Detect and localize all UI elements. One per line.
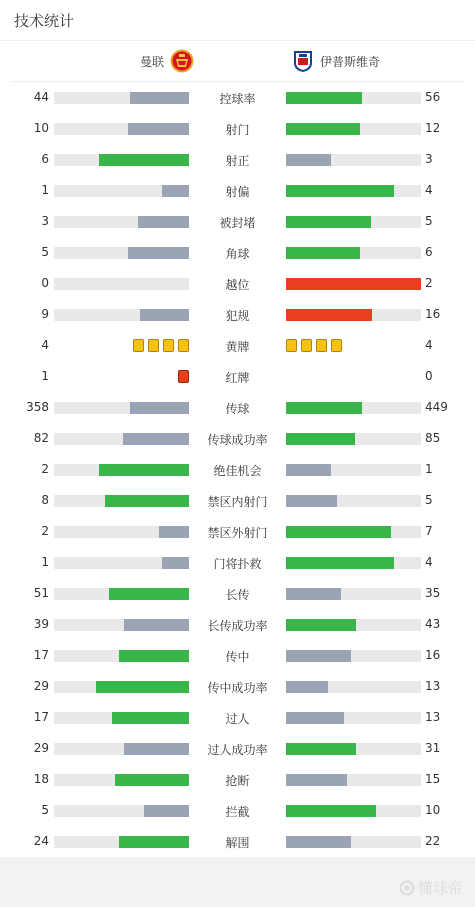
stats-header bbox=[0, 0, 475, 41]
home-value: 29 bbox=[33, 741, 49, 755]
stat-row bbox=[0, 702, 475, 733]
stat-row bbox=[0, 640, 475, 671]
away-bar-fill bbox=[286, 619, 356, 631]
away-value: 43 bbox=[425, 617, 441, 631]
away-value: 2 bbox=[425, 276, 433, 290]
stat-row bbox=[0, 144, 475, 175]
stat-row bbox=[0, 454, 475, 485]
away-value: 3 bbox=[425, 152, 433, 166]
away-value: 16 bbox=[425, 307, 441, 321]
stat-row bbox=[0, 392, 475, 423]
home-bar-track bbox=[54, 123, 189, 135]
away-bar-track bbox=[286, 805, 421, 817]
home-bar-fill bbox=[124, 619, 189, 631]
stat-label: 禁区外射门 bbox=[207, 526, 268, 540]
home-bar-fill bbox=[162, 185, 189, 197]
home-cards bbox=[133, 339, 189, 352]
home-bar-track bbox=[54, 464, 189, 476]
away-bar-fill bbox=[286, 681, 328, 693]
home-team-name: 曼联 bbox=[139, 54, 164, 69]
home-bar-fill bbox=[112, 712, 189, 724]
away-cards bbox=[286, 339, 342, 352]
stat-label: 拦截 bbox=[225, 805, 250, 819]
away-bar-track bbox=[286, 774, 421, 786]
away-value: 13 bbox=[425, 679, 441, 693]
away-value: 22 bbox=[425, 834, 441, 848]
stat-label: 抢断 bbox=[225, 774, 250, 788]
stat-row bbox=[0, 671, 475, 702]
home-bar-track bbox=[54, 309, 189, 321]
home-bar-fill bbox=[130, 402, 189, 414]
home-bar-track bbox=[54, 650, 189, 662]
away-value: 5 bbox=[425, 214, 433, 228]
dongqiudi-logo-icon bbox=[399, 880, 415, 896]
stat-row bbox=[0, 82, 475, 113]
away-bar-fill bbox=[286, 402, 362, 414]
home-value: 6 bbox=[41, 152, 49, 166]
stat-row bbox=[0, 330, 475, 361]
away-bar-track bbox=[286, 464, 421, 476]
stat-row bbox=[0, 423, 475, 454]
stat-row bbox=[0, 237, 475, 268]
home-bar-fill bbox=[162, 557, 189, 569]
stat-label: 越位 bbox=[225, 278, 250, 292]
away-value: 1 bbox=[425, 462, 433, 476]
home-bar-track bbox=[54, 557, 189, 569]
stat-label: 绝佳机会 bbox=[213, 464, 262, 478]
watermark-text: 懂球帝 bbox=[417, 879, 463, 897]
away-bar-track bbox=[286, 402, 421, 414]
away-bar-fill bbox=[286, 836, 351, 848]
away-bar-fill bbox=[286, 185, 394, 197]
yellow-card-icon bbox=[148, 339, 159, 352]
away-bar-track bbox=[286, 92, 421, 104]
away-value: 6 bbox=[425, 245, 433, 259]
stat-label: 传中成功率 bbox=[207, 681, 268, 695]
away-value: 10 bbox=[425, 803, 441, 817]
yellow-card-icon bbox=[133, 339, 144, 352]
away-bar-fill bbox=[286, 712, 344, 724]
away-value: 4 bbox=[425, 183, 433, 197]
away-bar-fill bbox=[286, 805, 376, 817]
home-bar-track bbox=[54, 154, 189, 166]
stat-label: 控球率 bbox=[219, 92, 256, 106]
away-bar-fill bbox=[286, 247, 360, 259]
home-value: 18 bbox=[33, 772, 49, 786]
home-value: 5 bbox=[41, 245, 49, 259]
yellow-card-icon bbox=[316, 339, 327, 352]
away-bar-track bbox=[286, 154, 421, 166]
away-value: 85 bbox=[425, 431, 441, 445]
home-bar-track bbox=[54, 526, 189, 538]
teams-bar bbox=[10, 41, 465, 82]
away-value: 31 bbox=[425, 741, 441, 755]
home-team[interactable] bbox=[140, 41, 192, 81]
home-value: 39 bbox=[33, 617, 49, 631]
stat-row bbox=[0, 764, 475, 795]
home-value: 1 bbox=[41, 555, 49, 569]
page-title: 技术统计 bbox=[14, 11, 75, 30]
stat-row bbox=[0, 113, 475, 144]
home-bar-fill bbox=[124, 743, 189, 755]
home-bar-fill bbox=[140, 309, 189, 321]
away-team[interactable] bbox=[292, 41, 380, 81]
home-bar-fill bbox=[144, 805, 189, 817]
away-bar-track bbox=[286, 681, 421, 693]
away-value: 449 bbox=[425, 400, 448, 414]
home-value: 358 bbox=[26, 400, 49, 414]
home-bar-fill bbox=[123, 433, 189, 445]
home-bar-track bbox=[54, 92, 189, 104]
away-value: 4 bbox=[425, 555, 433, 569]
home-bar-track bbox=[54, 805, 189, 817]
away-bar-track bbox=[286, 712, 421, 724]
stat-row bbox=[0, 547, 475, 578]
stat-label: 黄牌 bbox=[225, 340, 250, 354]
stat-row bbox=[0, 299, 475, 330]
home-bar-track bbox=[54, 433, 189, 445]
stat-label: 长传 bbox=[225, 588, 250, 602]
home-bar-track bbox=[54, 619, 189, 631]
away-bar-fill bbox=[286, 588, 341, 600]
stat-label: 射偏 bbox=[225, 185, 250, 199]
home-value: 0 bbox=[41, 276, 49, 290]
home-bar-fill bbox=[138, 216, 189, 228]
away-value: 5 bbox=[425, 493, 433, 507]
away-value: 7 bbox=[425, 524, 433, 538]
away-team-name: 伊普斯维奇 bbox=[320, 54, 381, 69]
stat-row bbox=[0, 206, 475, 237]
away-value: 56 bbox=[425, 90, 441, 104]
home-bar-fill bbox=[99, 464, 189, 476]
home-bar-track bbox=[54, 278, 189, 290]
away-bar-track bbox=[286, 433, 421, 445]
home-value: 2 bbox=[41, 462, 49, 476]
home-value: 17 bbox=[33, 648, 49, 662]
home-bar-track bbox=[54, 836, 189, 848]
stat-label: 传中 bbox=[225, 650, 250, 664]
home-value: 1 bbox=[41, 369, 49, 383]
stat-label: 被封堵 bbox=[219, 216, 256, 230]
home-value: 44 bbox=[33, 90, 49, 104]
home-value: 3 bbox=[41, 214, 49, 228]
home-value: 2 bbox=[41, 524, 49, 538]
home-value: 10 bbox=[33, 121, 49, 135]
home-value: 5 bbox=[41, 803, 49, 817]
stat-label: 解围 bbox=[225, 836, 250, 850]
stat-row bbox=[0, 175, 475, 206]
away-bar-fill bbox=[286, 92, 362, 104]
away-bar-track bbox=[286, 557, 421, 569]
home-bar-fill bbox=[119, 836, 189, 848]
stat-row bbox=[0, 485, 475, 516]
home-bar-track bbox=[54, 216, 189, 228]
away-bar-fill bbox=[286, 650, 351, 662]
stat-label: 长传成功率 bbox=[207, 619, 268, 633]
stat-label: 角球 bbox=[225, 247, 250, 261]
home-bar-track bbox=[54, 712, 189, 724]
away-bar-fill bbox=[286, 774, 347, 786]
stat-row bbox=[0, 268, 475, 299]
home-bar-track bbox=[54, 495, 189, 507]
home-value: 17 bbox=[33, 710, 49, 724]
away-value: 16 bbox=[425, 648, 441, 662]
away-bar-track bbox=[286, 650, 421, 662]
red-card-icon bbox=[178, 370, 189, 383]
away-value: 15 bbox=[425, 772, 441, 786]
home-bar-fill bbox=[130, 92, 189, 104]
yellow-card-icon bbox=[163, 339, 174, 352]
home-value: 51 bbox=[33, 586, 49, 600]
stat-label: 射门 bbox=[225, 123, 250, 137]
away-value: 35 bbox=[425, 586, 441, 600]
home-value: 29 bbox=[33, 679, 49, 693]
away-bar-fill bbox=[286, 154, 331, 166]
stat-label: 传球 bbox=[225, 402, 250, 416]
stat-label: 射正 bbox=[225, 154, 250, 168]
away-bar-fill bbox=[286, 309, 372, 321]
home-value: 4 bbox=[41, 338, 49, 352]
stat-row bbox=[0, 733, 475, 764]
home-bar-track bbox=[54, 185, 189, 197]
manchester-united-crest-icon bbox=[170, 49, 192, 73]
away-bar-track bbox=[286, 247, 421, 259]
away-bar-track bbox=[286, 185, 421, 197]
stat-label: 门将扑救 bbox=[213, 557, 262, 571]
stat-label: 红牌 bbox=[225, 371, 250, 385]
stat-row bbox=[0, 361, 475, 392]
stat-row bbox=[0, 609, 475, 640]
home-bar-track bbox=[54, 402, 189, 414]
home-bar-fill bbox=[119, 650, 189, 662]
stat-row bbox=[0, 516, 475, 547]
home-bar-fill bbox=[128, 247, 189, 259]
stat-label: 禁区内射门 bbox=[207, 495, 268, 509]
away-bar-fill bbox=[286, 743, 356, 755]
home-bar-track bbox=[54, 247, 189, 259]
home-cards bbox=[178, 370, 189, 383]
home-bar-fill bbox=[99, 154, 189, 166]
stat-label: 过人 bbox=[225, 712, 250, 726]
stat-label: 传球成功率 bbox=[207, 433, 268, 447]
home-value: 9 bbox=[41, 307, 49, 321]
yellow-card-icon bbox=[178, 339, 189, 352]
away-bar-fill bbox=[286, 216, 371, 228]
away-value: 12 bbox=[425, 121, 441, 135]
ipswich-town-crest-icon bbox=[292, 49, 314, 73]
away-bar-track bbox=[286, 526, 421, 538]
away-bar-fill bbox=[286, 464, 331, 476]
footer-bar bbox=[0, 857, 475, 907]
home-bar-fill bbox=[115, 774, 189, 786]
home-value: 24 bbox=[33, 834, 49, 848]
away-bar-track bbox=[286, 123, 421, 135]
stat-row bbox=[0, 795, 475, 826]
home-value: 1 bbox=[41, 183, 49, 197]
away-value: 13 bbox=[425, 710, 441, 724]
home-bar-fill bbox=[96, 681, 189, 693]
home-bar-track bbox=[54, 743, 189, 755]
stat-label: 过人成功率 bbox=[207, 743, 268, 757]
home-bar-fill bbox=[128, 123, 189, 135]
home-bar-track bbox=[54, 774, 189, 786]
home-bar-fill bbox=[159, 526, 189, 538]
home-bar-fill bbox=[109, 588, 189, 600]
away-bar-track bbox=[286, 836, 421, 848]
home-value: 8 bbox=[41, 493, 49, 507]
stat-row bbox=[0, 578, 475, 609]
yellow-card-icon bbox=[301, 339, 312, 352]
away-bar-track bbox=[286, 278, 421, 290]
stat-label: 犯规 bbox=[225, 309, 250, 323]
away-bar-fill bbox=[286, 123, 360, 135]
home-bar-fill bbox=[105, 495, 189, 507]
away-bar-fill bbox=[286, 526, 391, 538]
watermark bbox=[399, 877, 463, 898]
yellow-card-icon bbox=[286, 339, 297, 352]
stats-list bbox=[0, 82, 475, 857]
away-bar-fill bbox=[286, 278, 421, 290]
away-value: 0 bbox=[425, 369, 433, 383]
away-bar-track bbox=[286, 495, 421, 507]
yellow-card-icon bbox=[331, 339, 342, 352]
stat-row bbox=[0, 826, 475, 857]
away-bar-fill bbox=[286, 557, 394, 569]
away-bar-track bbox=[286, 216, 421, 228]
away-bar-track bbox=[286, 309, 421, 321]
away-bar-fill bbox=[286, 433, 355, 445]
away-bar-track bbox=[286, 743, 421, 755]
away-bar-track bbox=[286, 619, 421, 631]
home-bar-track bbox=[54, 588, 189, 600]
away-value: 4 bbox=[425, 338, 433, 352]
away-bar-track bbox=[286, 588, 421, 600]
home-value: 82 bbox=[33, 431, 49, 445]
away-bar-fill bbox=[286, 495, 337, 507]
home-bar-track bbox=[54, 681, 189, 693]
